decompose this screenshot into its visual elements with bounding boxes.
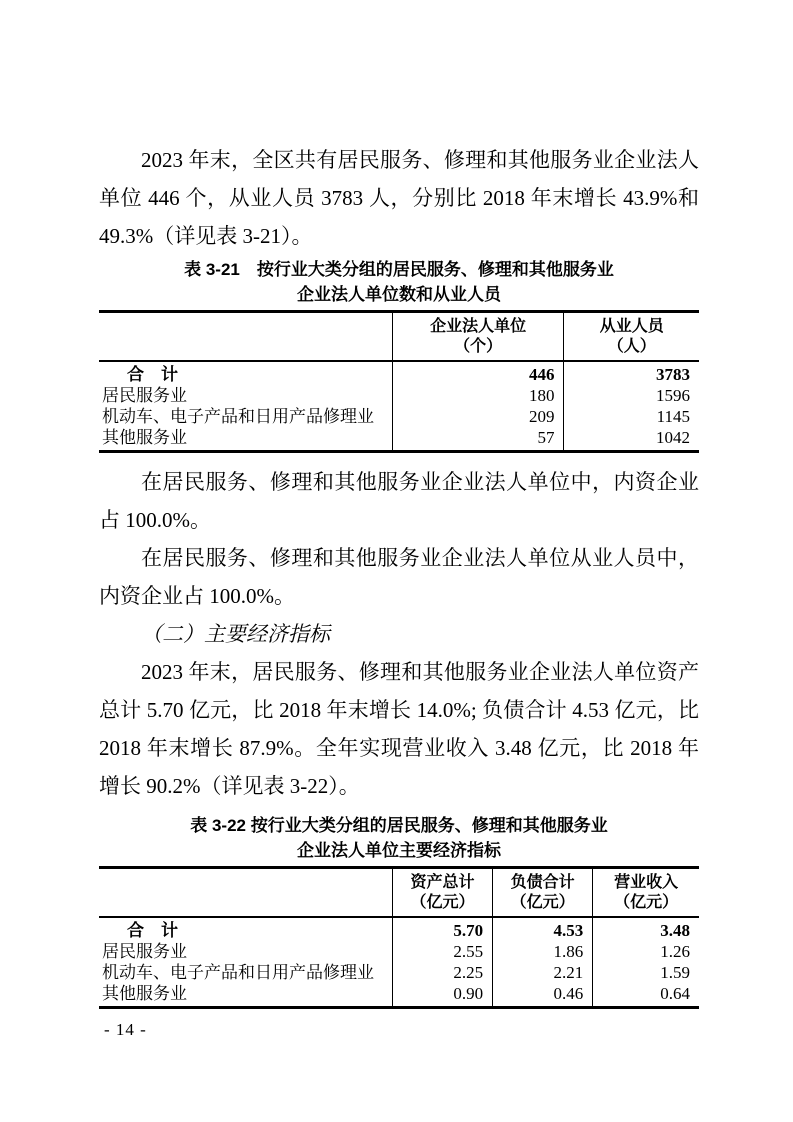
row-label: 居民服务业 — [102, 942, 187, 961]
value-cell: 0.46 — [493, 983, 593, 1008]
header-revenue-name: 营业收入 — [614, 874, 679, 891]
value-cell: 3.48 — [593, 917, 699, 941]
value-cell: 2.55 — [392, 941, 492, 962]
value-cell: 3783 — [564, 361, 699, 385]
table-3-21-row-total — [99, 361, 699, 385]
table-3-21-title — [99, 257, 699, 307]
table-3-22-title-line1: 表 3-22 按行业大类分组的居民服务、修理和其他服务业 — [190, 816, 608, 835]
table-3-21-row-repair — [99, 406, 699, 427]
table-3-21 — [99, 310, 699, 453]
header-revenue-unit: （亿元） — [614, 894, 679, 911]
row-label: 其他服务业 — [102, 428, 187, 447]
row-label: 机动车、电子产品和日用产品修理业 — [102, 407, 374, 426]
row-label: 机动车、电子产品和日用产品修理业 — [102, 963, 374, 982]
page-number: - 14 - — [104, 1020, 147, 1039]
header-enterprise-units-name: 企业法人单位 — [430, 318, 527, 335]
row-label: 合 计 — [127, 365, 178, 384]
value-cell: 1042 — [564, 427, 699, 452]
row-label: 合 计 — [127, 921, 178, 940]
table-3-21-header-row — [99, 312, 699, 362]
paragraph-economic-indicators: 2023 年末，居民服务、修理和其他服务业企业法人单位资产总计 5.70 亿元，比 2018 年末增长 14.0%; 负债合计 4.53 亿元，比 2018 年末增长 87.9%。全年实现营业收入 3.48 亿元，比 2018 年增长 90.2%（详见表 3-22）。 — [99, 660, 699, 798]
value-cell: 2.21 — [493, 962, 593, 983]
section-heading-economic-indicators: （二）主要经济指标 — [141, 622, 330, 646]
table-3-21-row-resident-services — [99, 385, 699, 406]
header-employees-unit: （人） — [607, 338, 656, 355]
paragraph-overview: 2023 年末，全区共有居民服务、修理和其他服务业企业法人单位 446 个，从业人员 3783 人，分别比 2018 年末增长 43.9%和 49.3%（详见表 3-21）。 — [99, 148, 699, 248]
table-3-22-header-assets — [392, 868, 492, 918]
value-cell: 1.59 — [593, 962, 699, 983]
row-label: 其他服务业 — [102, 984, 187, 1003]
table-3-22-header-liabilities — [493, 868, 593, 918]
value-cell: 209 — [392, 406, 564, 427]
value-cell: 0.90 — [392, 983, 492, 1008]
table-3-22-header-revenue — [593, 868, 699, 918]
table-3-22-title — [99, 813, 699, 863]
header-assets-unit: （亿元） — [410, 894, 475, 911]
table-3-21-header-empty — [99, 312, 392, 362]
table-3-22-header-row — [99, 868, 699, 918]
header-assets-name: 资产总计 — [410, 874, 475, 891]
table-3-21-header-employees — [564, 312, 699, 362]
table-3-21-header-enterprise-units — [392, 312, 564, 362]
header-liabilities-unit: （亿元） — [510, 894, 575, 911]
table-3-22-title-line2: 企业法人单位主要经济指标 — [297, 841, 501, 860]
value-cell: 5.70 — [392, 917, 492, 941]
value-cell: 0.64 — [593, 983, 699, 1008]
table-3-22-row-repair — [99, 962, 699, 983]
value-cell: 2.25 — [392, 962, 492, 983]
table-3-22-row-resident-services — [99, 941, 699, 962]
value-cell: 57 — [392, 427, 564, 452]
value-cell: 180 — [392, 385, 564, 406]
table-3-22-row-other-services — [99, 983, 699, 1008]
value-cell: 1145 — [564, 406, 699, 427]
table-3-21-title-line2: 企业法人单位数和从业人员 — [297, 285, 501, 304]
header-enterprise-units-unit: （个） — [454, 338, 503, 355]
table-3-22-row-total — [99, 917, 699, 941]
paragraph-domestic-units: 在居民服务、修理和其他服务业企业法人单位中，内资企业占 100.0%。 — [99, 470, 699, 532]
document-page — [99, 141, 699, 1009]
row-label: 居民服务业 — [102, 386, 187, 405]
paragraph-domestic-employees: 在居民服务、修理和其他服务业企业法人单位从业人员中，内资企业占 100.0%。 — [99, 546, 699, 608]
value-cell: 446 — [392, 361, 564, 385]
header-employees-name: 从业人员 — [599, 318, 664, 335]
table-3-21-title-line1: 表 3-21 按行业大类分组的居民服务、修理和其他服务业 — [184, 260, 614, 279]
value-cell: 1596 — [564, 385, 699, 406]
table-3-22-header-empty — [99, 868, 392, 918]
table-3-21-row-other-services — [99, 427, 699, 452]
header-liabilities-name: 负债合计 — [510, 874, 575, 891]
value-cell: 4.53 — [493, 917, 593, 941]
value-cell: 1.26 — [593, 941, 699, 962]
value-cell: 1.86 — [493, 941, 593, 962]
table-3-22 — [99, 866, 699, 1009]
